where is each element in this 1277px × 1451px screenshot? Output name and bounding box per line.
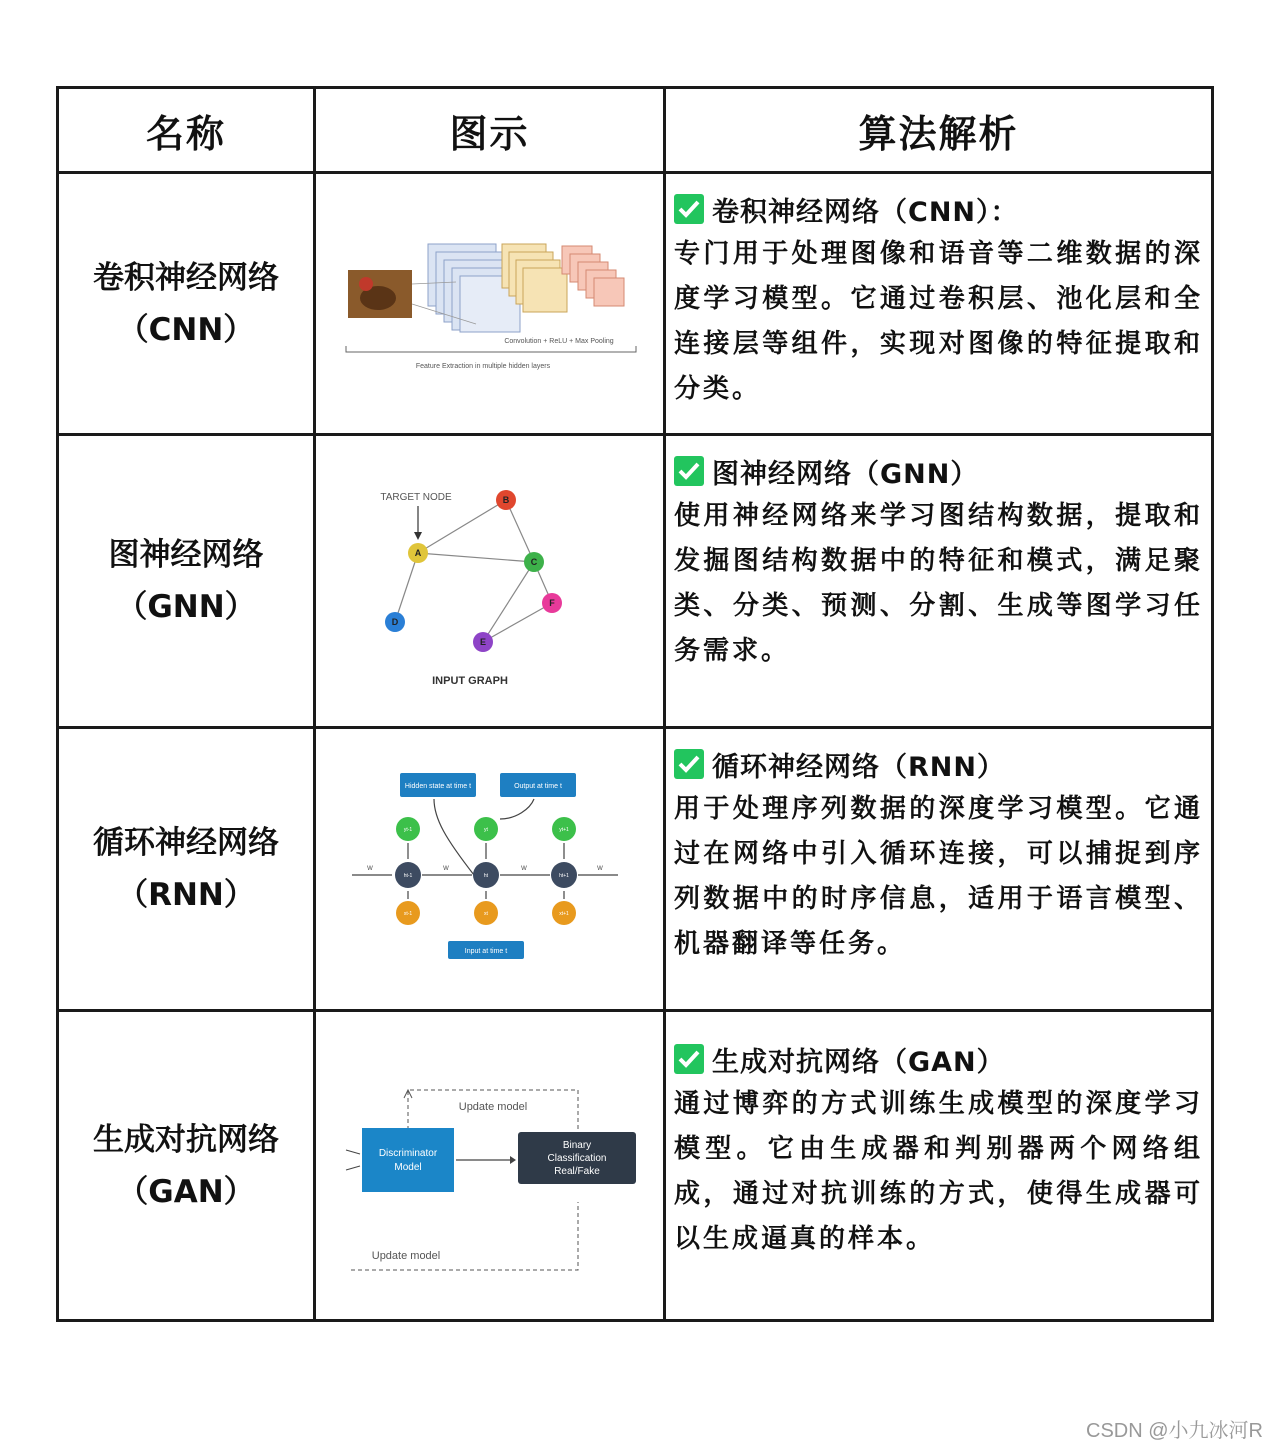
gan-diagram: [316, 1012, 663, 1319]
header-name: 名称: [145, 111, 226, 156]
node-label: D: [391, 617, 399, 627]
weight-label: W: [521, 866, 527, 872]
weight-label: W: [367, 866, 373, 872]
discriminator-label: Discriminator: [378, 1148, 438, 1159]
node-label: xt-1: [403, 911, 413, 917]
hidden-state-label: Hidden state at time t: [404, 783, 472, 790]
cnn-caption-1: Convolution + ReLU + Max Pooling: [504, 338, 614, 345]
desc-title: [674, 186, 1203, 232]
gan-figure: [316, 1012, 663, 1319]
gnn-figure: [316, 436, 663, 726]
row-desc-gnn: [666, 436, 1211, 726]
name-abbr: （GNN）: [116, 589, 256, 625]
node-label: yt-1: [403, 827, 413, 833]
input-arrow: [346, 1166, 360, 1170]
checkmark-icon: [674, 749, 704, 779]
rnn-diagram: [316, 729, 663, 1009]
row-name-gnn: [59, 436, 313, 726]
name-abbr: （GAN）: [117, 1173, 255, 1210]
cnn-diagram: [316, 174, 663, 433]
fc-layers: [562, 246, 624, 306]
desc-body: 专门用于处理图像和语音等二维数据的深度学习模型。它通过卷积层、池化层和全连接层等组件，实现对图像的特征提取和分类。: [674, 239, 1203, 404]
binary-label: Real/Fake: [554, 1166, 600, 1177]
desc-title: [674, 1036, 1203, 1082]
header-analysis: 算法解析: [858, 111, 1019, 156]
node-label: B: [502, 495, 510, 505]
arrow-head-icon: [414, 532, 422, 540]
row-desc-rnn: [666, 729, 1211, 1009]
bird-head: [359, 277, 373, 291]
name-text: 卷积神经网络: [93, 259, 279, 296]
input-label: Input at time t: [464, 948, 508, 955]
discriminator-label: Model: [394, 1162, 422, 1173]
node-label: yt: [484, 827, 488, 833]
node-label: C: [530, 557, 538, 567]
node-label: F: [549, 598, 555, 608]
update-model-bottom: Update model: [371, 1250, 441, 1262]
node-label: ht+1: [559, 873, 569, 879]
update-model-top: Update model: [458, 1101, 528, 1113]
weight-label: W: [597, 866, 603, 872]
algorithm-table: [56, 86, 1214, 1322]
node-label: E: [479, 637, 487, 647]
cnn-caption-2: Feature Extraction in multiple hidden layers: [415, 363, 551, 370]
name-text: 生成对抗网络: [93, 1121, 279, 1158]
input-graph-caption: INPUT GRAPH: [432, 675, 508, 687]
checkmark-icon: [674, 194, 704, 224]
header-figure: 图示: [449, 111, 530, 156]
row-name-rnn: [59, 729, 313, 1009]
node-label: xt+1: [559, 911, 569, 917]
desc-title: [674, 741, 1203, 787]
node-label: ht-1: [403, 873, 413, 879]
output-label: Output at time t: [514, 783, 562, 790]
desc-title-text: 生成对抗网络（GAN）: [712, 1046, 1005, 1078]
discriminator-box: [362, 1128, 454, 1192]
desc-title-text: 图神经网络（GNN）: [712, 458, 979, 490]
rnn-figure: [316, 729, 663, 1009]
binary-label: Binary: [562, 1140, 592, 1151]
node-label: ht: [483, 873, 489, 879]
checkmark-icon: [674, 1044, 704, 1074]
name-text: 图神经网络: [108, 537, 264, 573]
row-name-gan: [59, 1012, 313, 1319]
desc-title-text: 卷积神经网络（CNN）：: [712, 196, 1019, 228]
gnn-diagram: [316, 436, 663, 726]
desc-body: 使用神经网络来学习图结构数据，提取和发掘图结构数据中的特征和模式，满足聚类、分类、预测、分割、生成等图学习任务需求。: [674, 501, 1203, 666]
watermark: CSDN @小九冰河R: [1086, 1420, 1263, 1442]
row-desc-gan: [666, 1012, 1211, 1319]
desc-title: [674, 448, 1203, 494]
desc-title-text: 循环神经网络（RNN）: [712, 751, 1005, 783]
name-abbr: （CNN）: [117, 311, 255, 348]
name-abbr: （RNN）: [117, 877, 255, 913]
node-label: xt: [484, 911, 488, 917]
binary-label: Classification: [547, 1153, 607, 1164]
target-node-label: TARGET NODE: [380, 492, 452, 503]
node-label: A: [414, 548, 422, 558]
checkmark-icon: [674, 456, 704, 486]
bracket: [346, 346, 636, 352]
input-arrow: [346, 1150, 360, 1154]
arrow-head-icon: [510, 1156, 516, 1164]
desc-body: 通过博弈的方式训练生成模型的深度学习模型。它由生成器和判别器两个网络组成，通过对抗训练的方式，使得生成器可以生成逼真的样本。: [674, 1089, 1203, 1254]
row-name-cnn: [59, 174, 313, 433]
row-desc-cnn: [666, 174, 1211, 433]
desc-body: 用于处理序列数据的深度学习模型。它通过在网络中引入循环连接，可以捕捉到序列数据中的时序信息，适用于语言模型、机器翻译等任务。: [674, 794, 1203, 959]
weight-label: W: [443, 866, 449, 872]
cnn-figure: [316, 174, 663, 433]
node-label: yt+1: [559, 827, 569, 833]
name-text: 循环神经网络: [93, 825, 279, 861]
